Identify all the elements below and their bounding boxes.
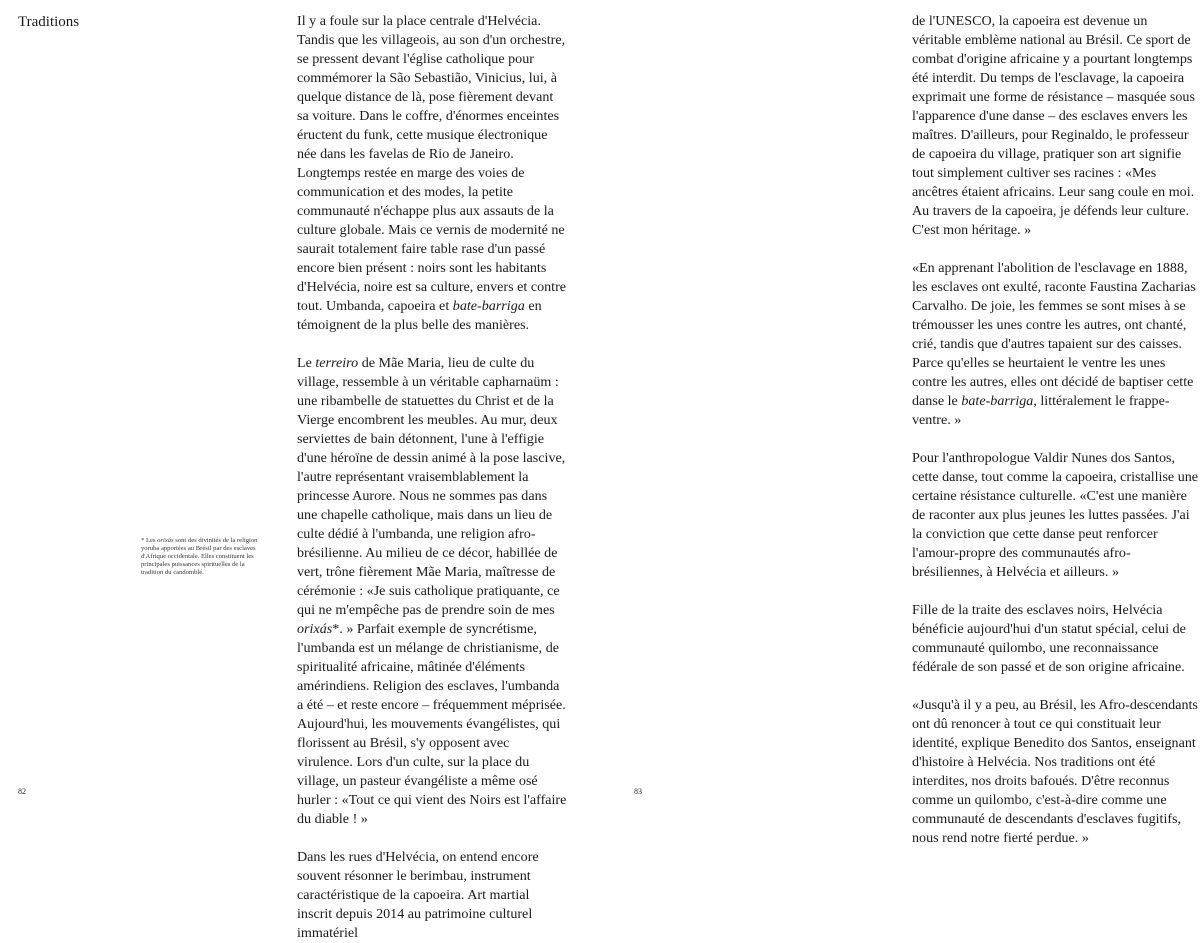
italic-term: bate-barriga [452, 298, 525, 314]
left-text-column [297, 12, 568, 943]
footnote [141, 537, 263, 577]
italic-term: terreiro [315, 355, 359, 371]
paragraph-2 [297, 354, 568, 829]
paragraph-text: de l'UNESCO, la capoeira est devenue un véritable emblème national au Brésil. Ce sport de combat d'origine africaine y a pourtant longtemps été interdit. Du temps de l'esclavage, la capoeira exprimait une forme de résistance – masquée sous l'apparence d'une danse – des esclaves envers les maîtres. D'ailleurs, pour Reginaldo, le professeur de capoeira du village, pratiquer son art signifie tout simplement cultiver ses racines : «Mes ancêtres étaient africains. Leur sang coule en moi. Au travers de la capoeira, je défends leur culture. C'est mon héritage. » [912, 13, 1195, 238]
paragraph-text: en témoignent de la plus belle des manières. [297, 298, 542, 333]
paragraph-text: «Jusqu'à il y a peu, au Brésil, les Afro-descendants ont dû renoncer à tout ce qui constituait leur identité, explique Benedito dos Santos, enseignant d'histoire à Helvécia. Nos traditions ont été interdites, nos droits bafoués. D'être reconnus comme un quilombo, c'est-à-dire comme une communauté de descendants d'esclaves fugitifs, nous rend notre fierté perdue. » [912, 697, 1198, 846]
italic-term: orixás [297, 621, 333, 637]
paragraph-text: , littéralement le frappe-ventre. » [912, 393, 1170, 428]
footnote-text: sont des divinités de la religion yoruba apportées au Brésil par des esclaves d'Afrique occidentale. Elles constituent les principales puissances spirituelles de la tradition du candomblé. [141, 537, 258, 577]
paragraph-text: Fille de la traite des esclaves noirs, Helvécia bénéficie aujourd'hui d'un statut spécial, celui de communauté quilombo, une reconnaissance fédérale de son passé et de son origine africaine. [912, 602, 1186, 675]
paragraph-8 [912, 696, 1200, 848]
page-number-left: 82 [18, 787, 26, 796]
paragraph-text: Il y a foule sur la place centrale d'Helvécia. Tandis que les villageois, au son d'un orchestre, se pressent devant l'église catholique pour commémorer la São Sebastião, Vinicius, lui, à quelque distance de là, pose fièrement devant sa voiture. Dans le coffre, d'énormes enceintes éructent du funk, cette musique électronique née dans les favelas de Rio de Janeiro. Longtemps restée en marge des voies de communication et des modes, la petite communauté n'échappe plus aux assauts de la culture globale. Mais ce vernis de modernité ne saurait totalement faire table rase d'un passé encore bien présent : noirs sont les habitants d'Helvécia, noire est sa culture, envers et contre tout. Umbanda, capoeira et [297, 13, 567, 314]
paragraph-text: «En apprenant l'abolition de l'esclavage en 1888, les esclaves ont exulté, raconte Faustina Zacharias Carvalho. De joie, les femmes se sont mises à se trémousser les unes contre les autres, ont chanté, crié, tandis que d'autres tapaient sur des caisses. Parce qu'elles se heurtaient le ventre les unes contre les autres, elles ont décidé de baptiser cette danse le [912, 260, 1196, 409]
paragraph-text: *. » Parfait exemple de syncrétisme, l'umbanda est un mélange de christianisme, de spiritualité africaine, mâtinée d'éléments amérindiens. Religion des esclaves, l'umbanda a été – et reste encore – fréquemment méprisée. Aujourd'hui, les mouvements évangélistes, qui florissent au Brésil, s'y opposent avec virulence. Lors d'un culte, sur la place du village, un pasteur évangéliste a même osé hurler : «Tout ce qui vient des Noirs est l'affaire du diable ! » [297, 621, 567, 827]
paragraph-text: Le [297, 355, 316, 371]
paragraph-text: Dans les rues d'Helvécia, on entend encore souvent résonner le berimbau, instrument caractéristique de la capoeira. Art martial inscrit depuis 2014 au patrimoine culturel immatériel [297, 849, 539, 941]
paragraph-7 [912, 601, 1200, 677]
paragraph-3 [297, 848, 568, 943]
right-text-column [912, 12, 1200, 848]
italic-term: bate-barriga [961, 393, 1034, 409]
footnote-term: orixás [157, 537, 174, 544]
paragraph-5 [912, 259, 1200, 430]
paragraph-4 [912, 12, 1200, 240]
section-title: Traditions [18, 14, 80, 30]
paragraph-6 [912, 449, 1200, 582]
paragraph-text: de Mãe Maria, lieu de culte du village, ressemble à un véritable capharnaüm : une ribambelle de statuettes du Christ et de la Vierge encombrent les meubles. Au mur, deux serviettes de bain détonnent, l'une à l'effigie d'une héroïne de dessin animé à la pose lascive, l'autre représentant vraisemblablement la princesse Aurore. Nous ne sommes pas dans une chapelle catholique, mais dans un lieu de culte dédié à l'umbanda, une religion afro-brésilienne. Au milieu de ce décor, habillée de vert, trône fièrement Mãe Maria, maîtresse de cérémonie : «Je suis catholique pratiquante, ce qui ne m'empêche pas de prendre soin de mes [297, 355, 566, 618]
right-page [600, 0, 1200, 846]
left-page [0, 0, 600, 941]
paragraph-text: Pour l'anthropologue Valdir Nunes dos Santos, cette danse, tout comme la capoeira, cristallise une certaine résistance culturelle. «C'est une manière de raconter aux plus jeunes les luttes passées. J'ai la conviction que cette danse peut renforcer l'amour-propre des communautés afro-brésiliennes, à Helvécia et ailleurs. » [912, 450, 1199, 580]
page-number-right: 83 [634, 787, 642, 796]
footnote-marker: * Les [141, 537, 158, 544]
paragraph-1 [297, 12, 568, 335]
